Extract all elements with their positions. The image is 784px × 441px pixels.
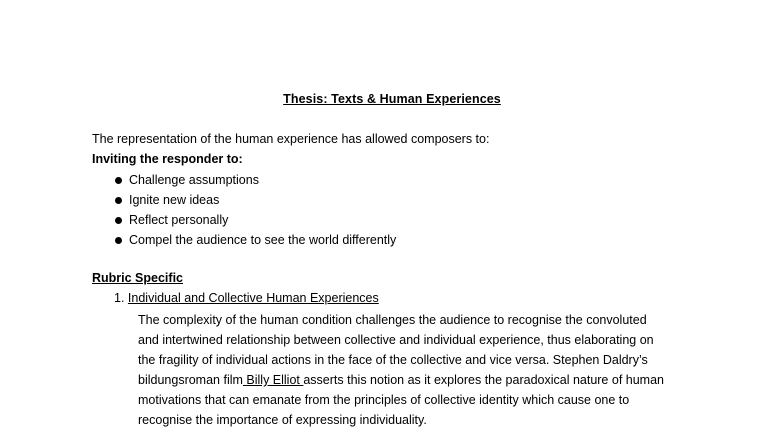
bullet-icon (115, 177, 122, 184)
paragraph-line: motivations that can emanate from the principles of collective identity which cause one to (138, 393, 630, 407)
rubric-heading: Rubric Specific (92, 271, 183, 285)
paragraph-line: and intertwined relationship between collective and individual experience, thus elaborating on (138, 333, 654, 347)
intro-text: The representation of the human experience has allowed composers to: (92, 132, 490, 146)
list-item: Reflect personally (114, 212, 396, 232)
list-item: Challenge assumptions (114, 172, 396, 192)
list-item: Compel the audience to see the world differently (114, 232, 396, 252)
film-title: Billy Elliot (242, 373, 304, 387)
page-title: Thesis: Texts & Human Experiences (283, 92, 501, 106)
paragraph-line: the fragility of individual actions in the face of the collective and vice versa. Stephen Daldry’s (138, 353, 648, 367)
bullet-icon (115, 237, 122, 244)
numbered-item-heading (114, 291, 379, 305)
paragraph-line: recognise the importance of expressing individuality. (138, 413, 427, 427)
item-number: 1. (114, 291, 125, 305)
item-heading: Individual and Collective Human Experiences (127, 291, 379, 305)
bullet-icon (115, 197, 122, 204)
bullet-icon (115, 217, 122, 224)
bullet-list (114, 172, 396, 252)
paragraph-line: The complexity of the human condition challenges the audience to recognise the convoluted (138, 313, 647, 327)
list-item: Ignite new ideas (114, 192, 396, 212)
inviting-text: Inviting the responder to: (92, 152, 243, 166)
body-paragraph (138, 310, 748, 430)
paragraph-line: bildungsroman film Billy Elliot asserts this notion as it explores the paradoxical nature of human (138, 373, 664, 387)
